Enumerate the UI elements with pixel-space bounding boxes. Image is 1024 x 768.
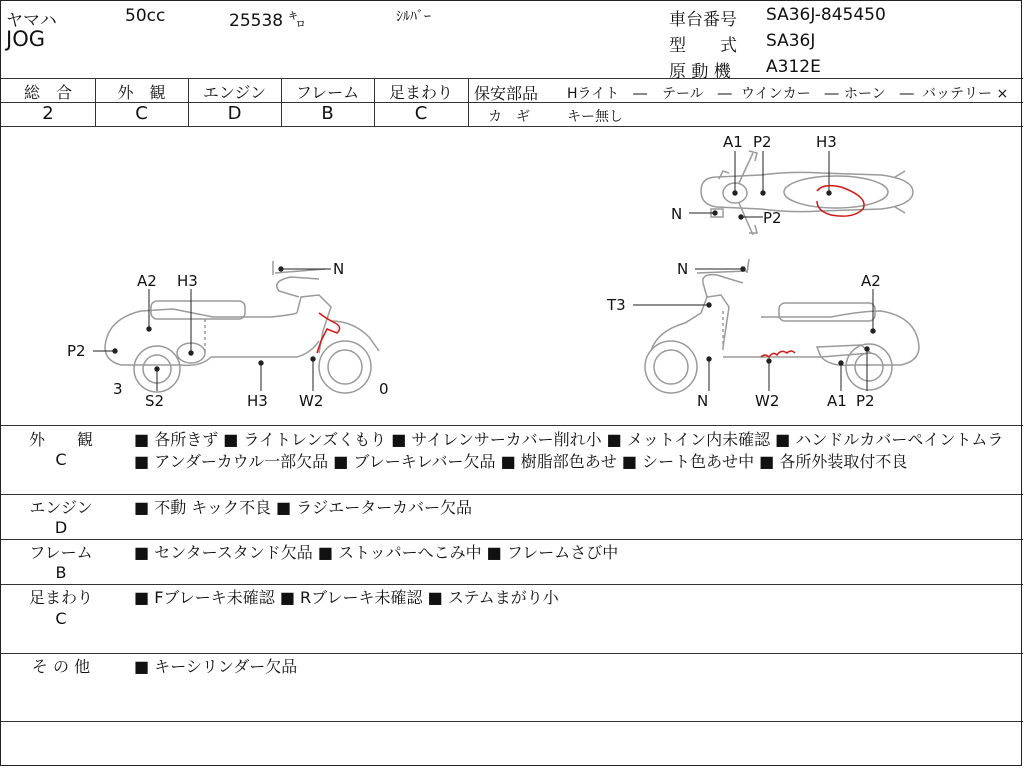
grade-label: エンジン [202, 83, 267, 102]
section-text: ■ Fブレーキ未確認 ■ Rブレーキ未確認 ■ ステムまがり小 [134, 588, 559, 607]
section-text: ■ キーシリンダー欠品 [134, 657, 298, 676]
diagram-label: P2 [856, 392, 875, 410]
diagram-label: H3 [247, 392, 268, 410]
safety-item-battery: バッテリー × [922, 86, 1009, 102]
diagram-label: W2 [755, 392, 780, 410]
grade-label: 外 観 [117, 83, 166, 102]
key-label: カ ギ [488, 109, 530, 125]
frame-number-label: 車台番号 [669, 10, 737, 30]
diagram-label: N [333, 260, 345, 278]
diagram-label: 3 [113, 380, 123, 398]
diagram-label: A2 [137, 272, 157, 290]
safety-parts-label: 保安部品 [474, 84, 539, 103]
color: ｼﾙﾊﾞｰ [396, 9, 431, 25]
diagram-label: T3 [607, 296, 626, 314]
grade-value: C [414, 103, 428, 124]
section-grade: C [55, 609, 67, 628]
diagram-label: N [677, 260, 689, 278]
grade-value: 2 [42, 103, 54, 124]
model-code: SA36J [766, 31, 816, 51]
section-label: フレーム [29, 543, 93, 562]
safety-item-winker: ウインカー ― [741, 86, 839, 102]
safety-item-horn: ホーン ― [844, 86, 914, 102]
section-label: エンジン [29, 498, 93, 517]
diagram-label: N [671, 205, 683, 223]
engine-label: 原 動 機 [669, 62, 731, 82]
diagram-label: H3 [816, 133, 837, 151]
safety-item-headlight: Hライト ― [567, 86, 648, 102]
diagram-label: P2 [763, 209, 782, 227]
diagram-label: A2 [861, 272, 881, 290]
grade-label: 総 合 [23, 83, 72, 102]
diagram-label: A1 [827, 392, 847, 410]
diagram-label: W2 [299, 392, 324, 410]
model-code-label: 型 式 [669, 36, 737, 56]
diagram-label: 0 [379, 380, 389, 398]
diagram-label: P2 [67, 342, 86, 360]
grade-value: C [135, 103, 148, 124]
diagram-label: N [697, 392, 709, 410]
diagram-label: A1 [723, 133, 743, 151]
mileage: 25538 ㌔ [229, 11, 306, 31]
engine-code: A312E [766, 57, 821, 77]
grade-value: D [227, 103, 242, 124]
section-grade: D [54, 518, 68, 537]
section-text: ■ 各所きず ■ ライトレンズくもり ■ サイレンサーカバー削れ小 ■ メットイン内未確認 ■ ハンドルカバーペイントムラ ■ アンダーカウル一部欠品 ■ ブレーキレバー欠品 ■ 樹脂部色あせ ■ シート色あせ中 ■ 各所外装取付不良 [134, 430, 1004, 471]
section-text: ■ 不動 キック不良 ■ ラジエーターカバー欠品 [134, 498, 472, 517]
model-name: JOG [6, 27, 45, 51]
section-label: 外 観 [28, 430, 93, 449]
diagram-label: S2 [145, 392, 165, 410]
safety-item-tail: テール ― [662, 86, 732, 102]
diagram-label: H3 [177, 272, 198, 290]
section-grade: C [55, 450, 67, 469]
grade-label: フレーム [295, 83, 360, 102]
displacement: 50cc [125, 6, 166, 26]
section-text: ■ センタースタンド欠品 ■ ストッパーへこみ中 ■ フレームさび中 [134, 543, 619, 562]
diagram-label: P2 [753, 133, 772, 151]
section-label: そ の 他 [31, 657, 91, 676]
section-grade: B [55, 563, 67, 582]
maker: ヤマハ [6, 11, 57, 31]
section-label: 足まわり [28, 588, 93, 607]
damage-diagram [1, 127, 1023, 425]
grade-label: 足まわり [388, 83, 453, 102]
frame-number: SA36J-845450 [766, 5, 886, 25]
key-value: キー無し [567, 109, 623, 125]
grade-value: B [321, 103, 334, 124]
